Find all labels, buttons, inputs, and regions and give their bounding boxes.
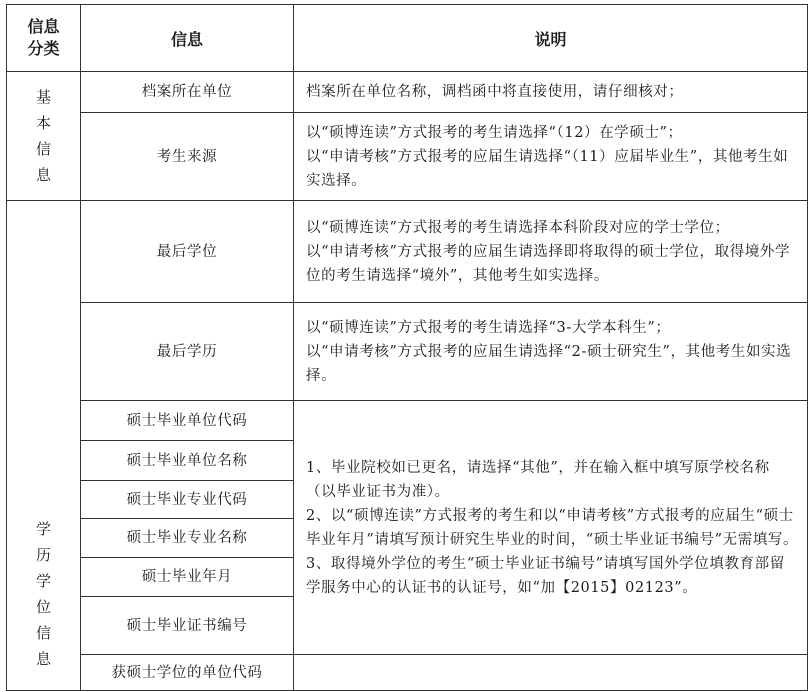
info-master-grad-unit-code: 硕士毕业单位代码: [126, 412, 248, 429]
info-candidate-source: 考生来源: [156, 148, 218, 165]
info-archive-unit: 档案所在单位: [141, 84, 233, 100]
info-master-grad-unit-name: 硕士毕业单位名称: [126, 452, 248, 469]
category-basic-info: 基 本 信 息: [35, 88, 51, 184]
info-master-major-name: 硕士毕业专业名称: [126, 530, 248, 546]
info-master-grad-date: 硕士毕业年月: [141, 569, 233, 585]
header-category-line1: 信息: [27, 17, 60, 36]
info-last-degree: 最后学位: [156, 243, 218, 260]
desc-candidate-source: 以“硕博连读”方式报考的考生请选择“（12）在学硕士”； 以“申请考核”方式报考的应届生请选择“（11）应届毕业生”，其他考生如实选择。: [306, 124, 789, 189]
info-master-diploma-number: 硕士毕业证书编号: [126, 617, 248, 634]
info-master-degree-unit-code: 获硕士学位的单位代码: [111, 664, 263, 681]
desc-master-degree-group: 1、毕业院校如已更名，请选择“其他”，并在输入框中填写原学校名称（以毕业证书为准）。 2、以“硕博连读”方式报考的考生和以“申请考核”方式报考的应届生“硕士毕业年月”请填写预计研究生毕业的时间，“硕士毕业证书编号”无需填写。 3、取得境外学位的考生“硕士毕业证书编号”请填写国外学位填教育部留学服务中心的认证书的认证号，如“加【2015】02123”。: [306, 459, 799, 596]
table-border-bottom: [6, 690, 808, 691]
info-last-education: 最后学历: [156, 343, 218, 360]
header-info: 信息: [170, 29, 203, 49]
info-master-major-code: 硕士毕业专业代码: [126, 491, 248, 508]
table-border-right: [807, 4, 808, 691]
header-category: [7, 5, 80, 71]
header-category-line2: 分类: [27, 39, 60, 58]
desc-archive-unit: 档案所在单位名称，调档函中将直接使用，请仔细核对；: [306, 84, 684, 100]
desc-empty-cell: [294, 655, 807, 690]
desc-last-degree: 以“硕博连读”方式报考的考生请选择本科阶段对应的学士学位； 以“申请考核”方式报考的应届生请选择即将取得的硕士学位，取得境外学位的考生请选择“境外”，其他考生如实选择。: [306, 219, 791, 284]
header-description: 说明: [534, 29, 567, 49]
category-education-degree-info: 学 历 学 位 信 息: [35, 520, 51, 668]
desc-last-education: 以“硕博连读”方式报考的考生请选择“3-大学本科生”； 以“申请考核”方式报考的应届生请选择“2-硕士研究生”，其他考生如实选择。: [306, 319, 792, 384]
